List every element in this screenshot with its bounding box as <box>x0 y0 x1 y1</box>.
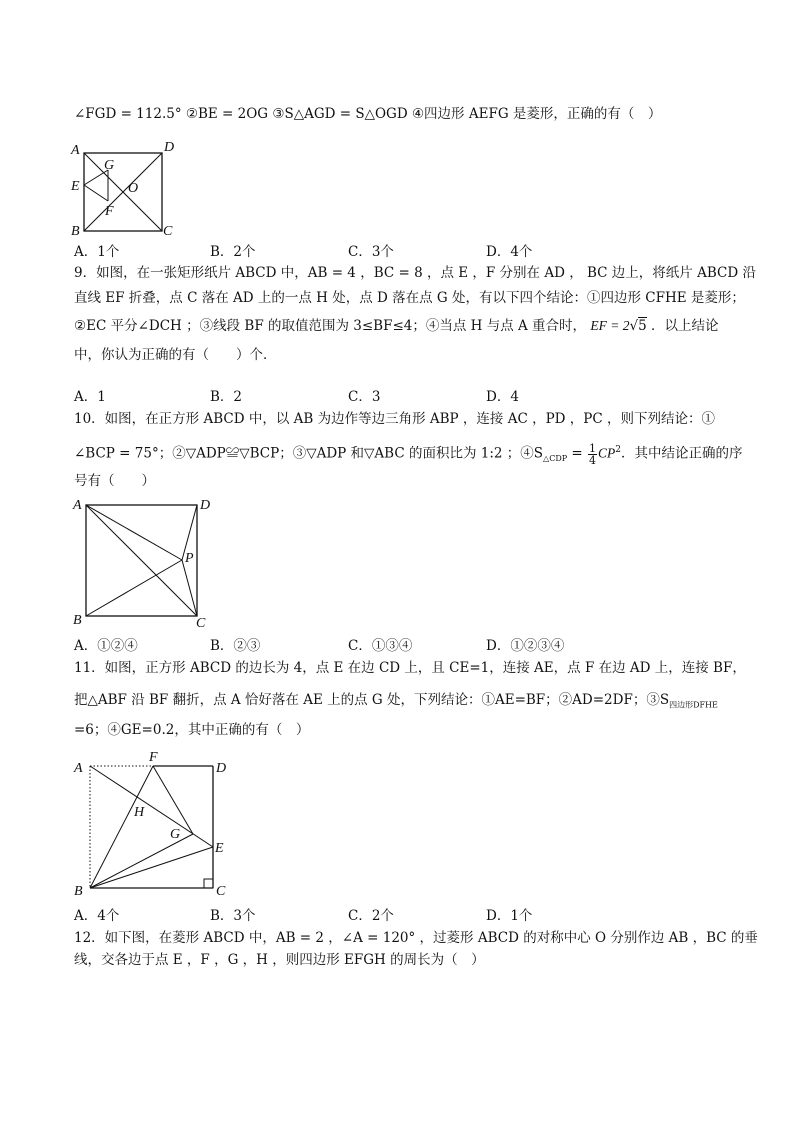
q11-label-f: F <box>149 750 158 765</box>
q11-line-2-text: 把△ABF 沿 BF 翻折，点 A 恰好落在 AE 上的点 G 处，下列结论：①AE=BF；②AD=2DF；③S <box>74 692 670 708</box>
q12-line-2: 线，交各边于点 E ，F ，G ，H ，则四边形 EFGH 的周长为（ ） <box>74 952 485 968</box>
q10-label-p: P <box>185 551 194 566</box>
q9-line-3-tail: ．以上结论 <box>650 318 719 334</box>
q11-line-2 <box>74 690 718 716</box>
q10-line-2-text: ∠BCP = 75°；②▽ADP≌▽BCP；③▽ADP 和▽ABC 的面积比为 1:2 ；④S <box>74 445 544 462</box>
q11-label-g: G <box>170 827 181 842</box>
q9-line-1: 9．如图，在一张矩形纸片 ABCD 中，AB = 4 ，BC = 8 ，点 E ，F 分别在 AD ， BC 边上，将纸片 ABCD 沿 <box>74 265 756 281</box>
q11-option-c: C．2个 <box>348 908 394 924</box>
q10-line-1: 10．如图，在正方形 ABCD 中，以 AB 为边作等边三角形 ABP ，连接 AC ，PD ，PC ，则下列结论：① <box>74 411 715 427</box>
q10-line-2-tail: ．其中结论正确的序 <box>621 445 743 462</box>
q8-figure <box>66 138 182 238</box>
q8-label-g: G <box>104 158 115 173</box>
q9-line-4: 中，你认为正确的有（ ）个． <box>74 347 277 363</box>
q8-label-c: C <box>163 224 173 238</box>
q11-line-1: 11．如图，正方形 ABCD 的边长为 4，点 E 在边 CD 上，且 CE=1，连接 AE，点 F 在边 AD 上，连接 BF， <box>74 660 746 676</box>
q8-label-o: O <box>128 181 139 196</box>
q10-s-subscript: △CDP <box>543 454 568 464</box>
q9-line-3 <box>74 316 718 336</box>
q10-line-2 <box>74 440 743 469</box>
q9-option-c: C．3 <box>348 389 381 405</box>
q9-line-3-text: ②EC 平分∠DCH ；③线段 BF 的取值范围为 3≤BF≤4；④当点 H 与点 A 重合时， <box>74 318 587 334</box>
q10-option-d: D．①②③④ <box>486 638 565 654</box>
q11-label-d: D <box>216 761 227 776</box>
q11-option-b: B．3个 <box>210 908 256 924</box>
q8-label-e: E <box>71 179 80 194</box>
q8-option-c: C．3个 <box>348 244 394 260</box>
q10-label-d: D <box>200 498 211 513</box>
q8-option-a: A．1个 <box>74 244 120 260</box>
q10-option-b: B．②③ <box>210 638 261 654</box>
q10-label-b: B <box>73 613 82 628</box>
q9-ef-equation: EF = 2 <box>590 318 630 333</box>
q11-s-subscript: 四边形DFHE <box>669 700 718 710</box>
q11-label-e: E <box>215 841 224 856</box>
q9-option-d: D．4 <box>486 389 519 405</box>
q8-label-a: A <box>71 143 80 158</box>
q11-line-3: =6；④GE=0.2，其中正确的有（ ） <box>74 722 310 738</box>
q8-option-d: D．4个 <box>486 244 533 260</box>
q8-continuation-line: ∠FGD = 112.5° ②BE = 2OG ③S△AGD = S△OGD ④四边形 AEFG 是菱形，正确的有（ ） <box>74 106 662 122</box>
q8-label-b: B <box>71 224 80 238</box>
q10-fraction: $\frac{1}{4}$ <box>589 441 597 467</box>
q10-option-a: A．①②④ <box>74 638 138 654</box>
q9-option-a: A．1 <box>74 389 106 405</box>
q9-line-2: 直线 EF 折叠，点 C 落在 AD 上的一点 H 处，点 D 落在点 G 处，有以下四个结论：①四边形 CFHE 是菱形； <box>74 290 745 306</box>
q10-equals: = <box>567 445 588 462</box>
q10-label-a: A <box>73 498 82 513</box>
q11-label-h: H <box>134 805 145 820</box>
q11-option-a: A．4个 <box>74 908 120 924</box>
q8-label-f: F <box>105 204 114 219</box>
q10-cp: CP <box>598 445 616 461</box>
q9-radical: √5 <box>629 318 647 334</box>
q8-option-b: B．2个 <box>210 244 256 260</box>
q10-figure <box>70 494 220 630</box>
q11-label-a: A <box>74 761 83 776</box>
q11-figure <box>70 750 240 900</box>
q11-option-d: D．1个 <box>486 908 533 924</box>
q10-line-3: 号有（ ） <box>74 473 155 489</box>
q10-label-c: C <box>196 616 206 630</box>
q11-label-c: C <box>216 884 226 899</box>
q10-cp-square: 2 <box>615 445 622 455</box>
q10-option-c: C．①③④ <box>348 638 413 654</box>
q12-line-1: 12．如下图，在菱形 ABCD 中，AB = 2 ，∠A = 120° ，过菱形 ABCD 的对称中心 O 分别作边 AB ，BC 的垂 <box>74 930 758 946</box>
q9-option-b: B．2 <box>210 389 243 405</box>
q8-label-d: D <box>164 140 175 155</box>
q11-label-b: B <box>74 884 83 899</box>
